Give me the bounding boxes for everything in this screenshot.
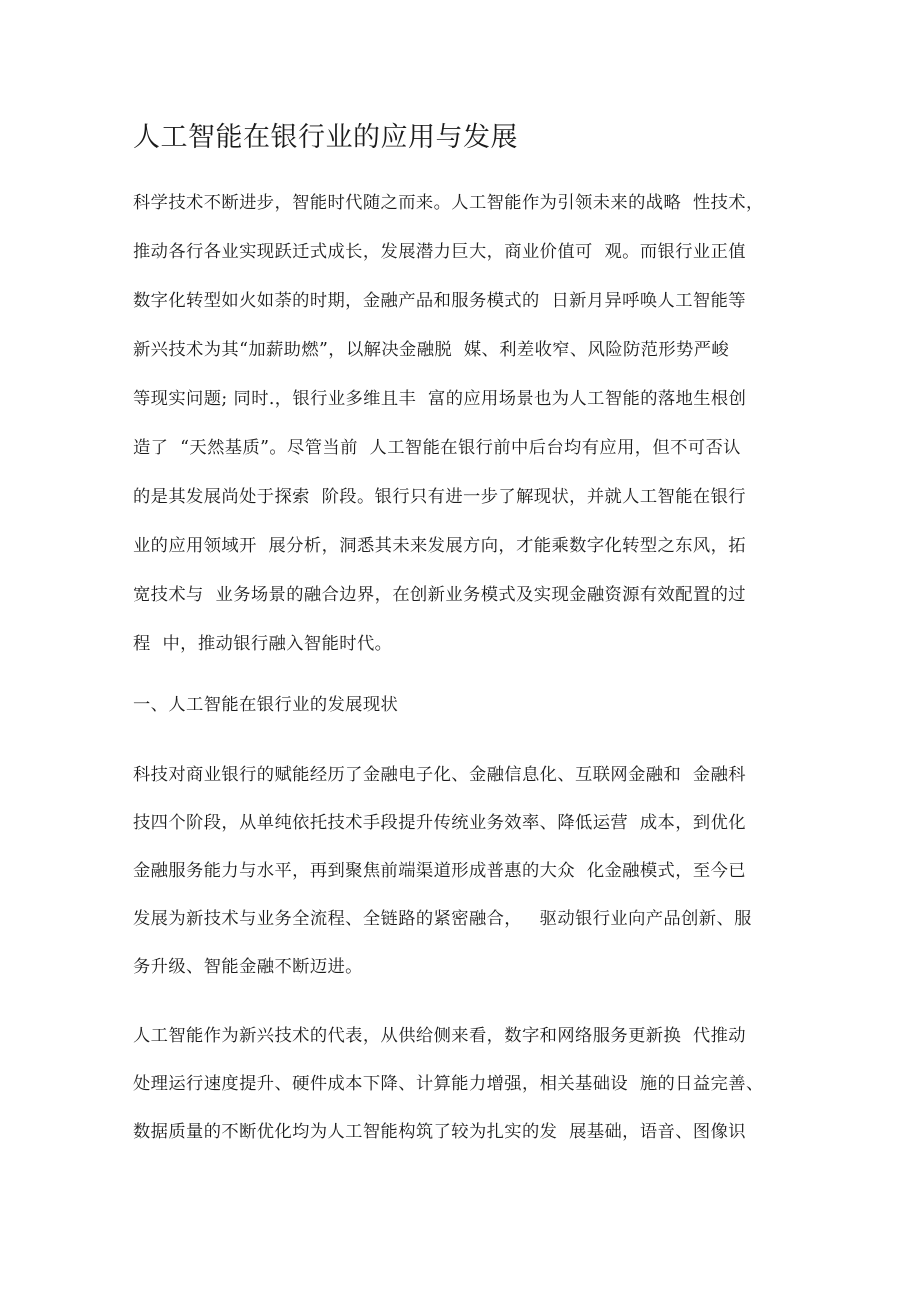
paragraph-line: 发展为新技术与业务全流程、全链路的紧密融合， 驱动银行业向产品创新、服 (133, 909, 752, 929)
paragraph-line: 宽技术与 业务场景的融合边界，在创新业务模式及实现金融资源有效配置的过 (133, 585, 746, 605)
paragraph-line: 数据质量的不断优化均为人工智能构筑了较为扎实的发 展基础，语音、图像识 (133, 1122, 746, 1142)
document-title: 人工智能在银行业的应用与发展 (133, 122, 518, 153)
paragraph-line: 推动各行各业实现跃迁式成长，发展潜力巨大，商业价值可 观。而银行业正值 (133, 242, 746, 262)
paragraph-line: 人工智能作为新兴技术的代表，从供给侧来看，数字和网络服务更新换 代推动 (133, 1026, 746, 1046)
paragraph-line: 金融服务能力与水平，再到聚焦前端渠道形成普惠的大众 化金融模式，至今已 (133, 861, 746, 881)
paragraph-line: 数字化转型如火如荼的时期，金融产品和服务模式的 日新月异呼唤人工智能等 (133, 291, 746, 311)
paragraph-line: 程 中，推动银行融入智能时代。 (133, 634, 393, 654)
paragraph-line: 的是其发展尚处于探索 阶段。银行只有进一步了解现状，并就人工智能在银行 (133, 487, 746, 507)
paragraph-line: 务升级、智能金融不断迈进。 (133, 957, 363, 977)
paragraph-line: 处理运行速度提升、硬件成本下降、计算能力增强，相关基础设 施的日益完善、 (133, 1074, 764, 1094)
paragraph-line: 等现实问题; 同时.，银行业多维且丰 富的应用场景也为人工智能的落地生根创 (133, 389, 747, 409)
paragraph-line: 技四个阶段，从单纯依托技术手段提升传统业务效率、降低运营 成本，到优化 (133, 813, 746, 833)
paragraph-line: 科技对商业银行的赋能经历了金融电子化、金融信息化、互联网金融和 金融科 (133, 765, 746, 785)
paragraph-line: 科学技术不断进步，智能时代随之而来。人工智能作为引领未来的战略 性技术， (133, 193, 764, 213)
section-heading: 一、人工智能在银行业的发展现状 (133, 695, 399, 715)
paragraph-line: 新兴技术为其“加薪助燃”，以解决金融脱 媒、利差收窄、风险防范形势严峻 (133, 340, 730, 360)
paragraph-line: 造了 “天然基质”。尽管当前 人工智能在银行前中后台均有应用，但不可否认 (133, 438, 741, 458)
paragraph-line: 业的应用领域开 展分析，洞悉其未来发展方向，才能乘数字化转型之东风，拓 (133, 536, 746, 556)
